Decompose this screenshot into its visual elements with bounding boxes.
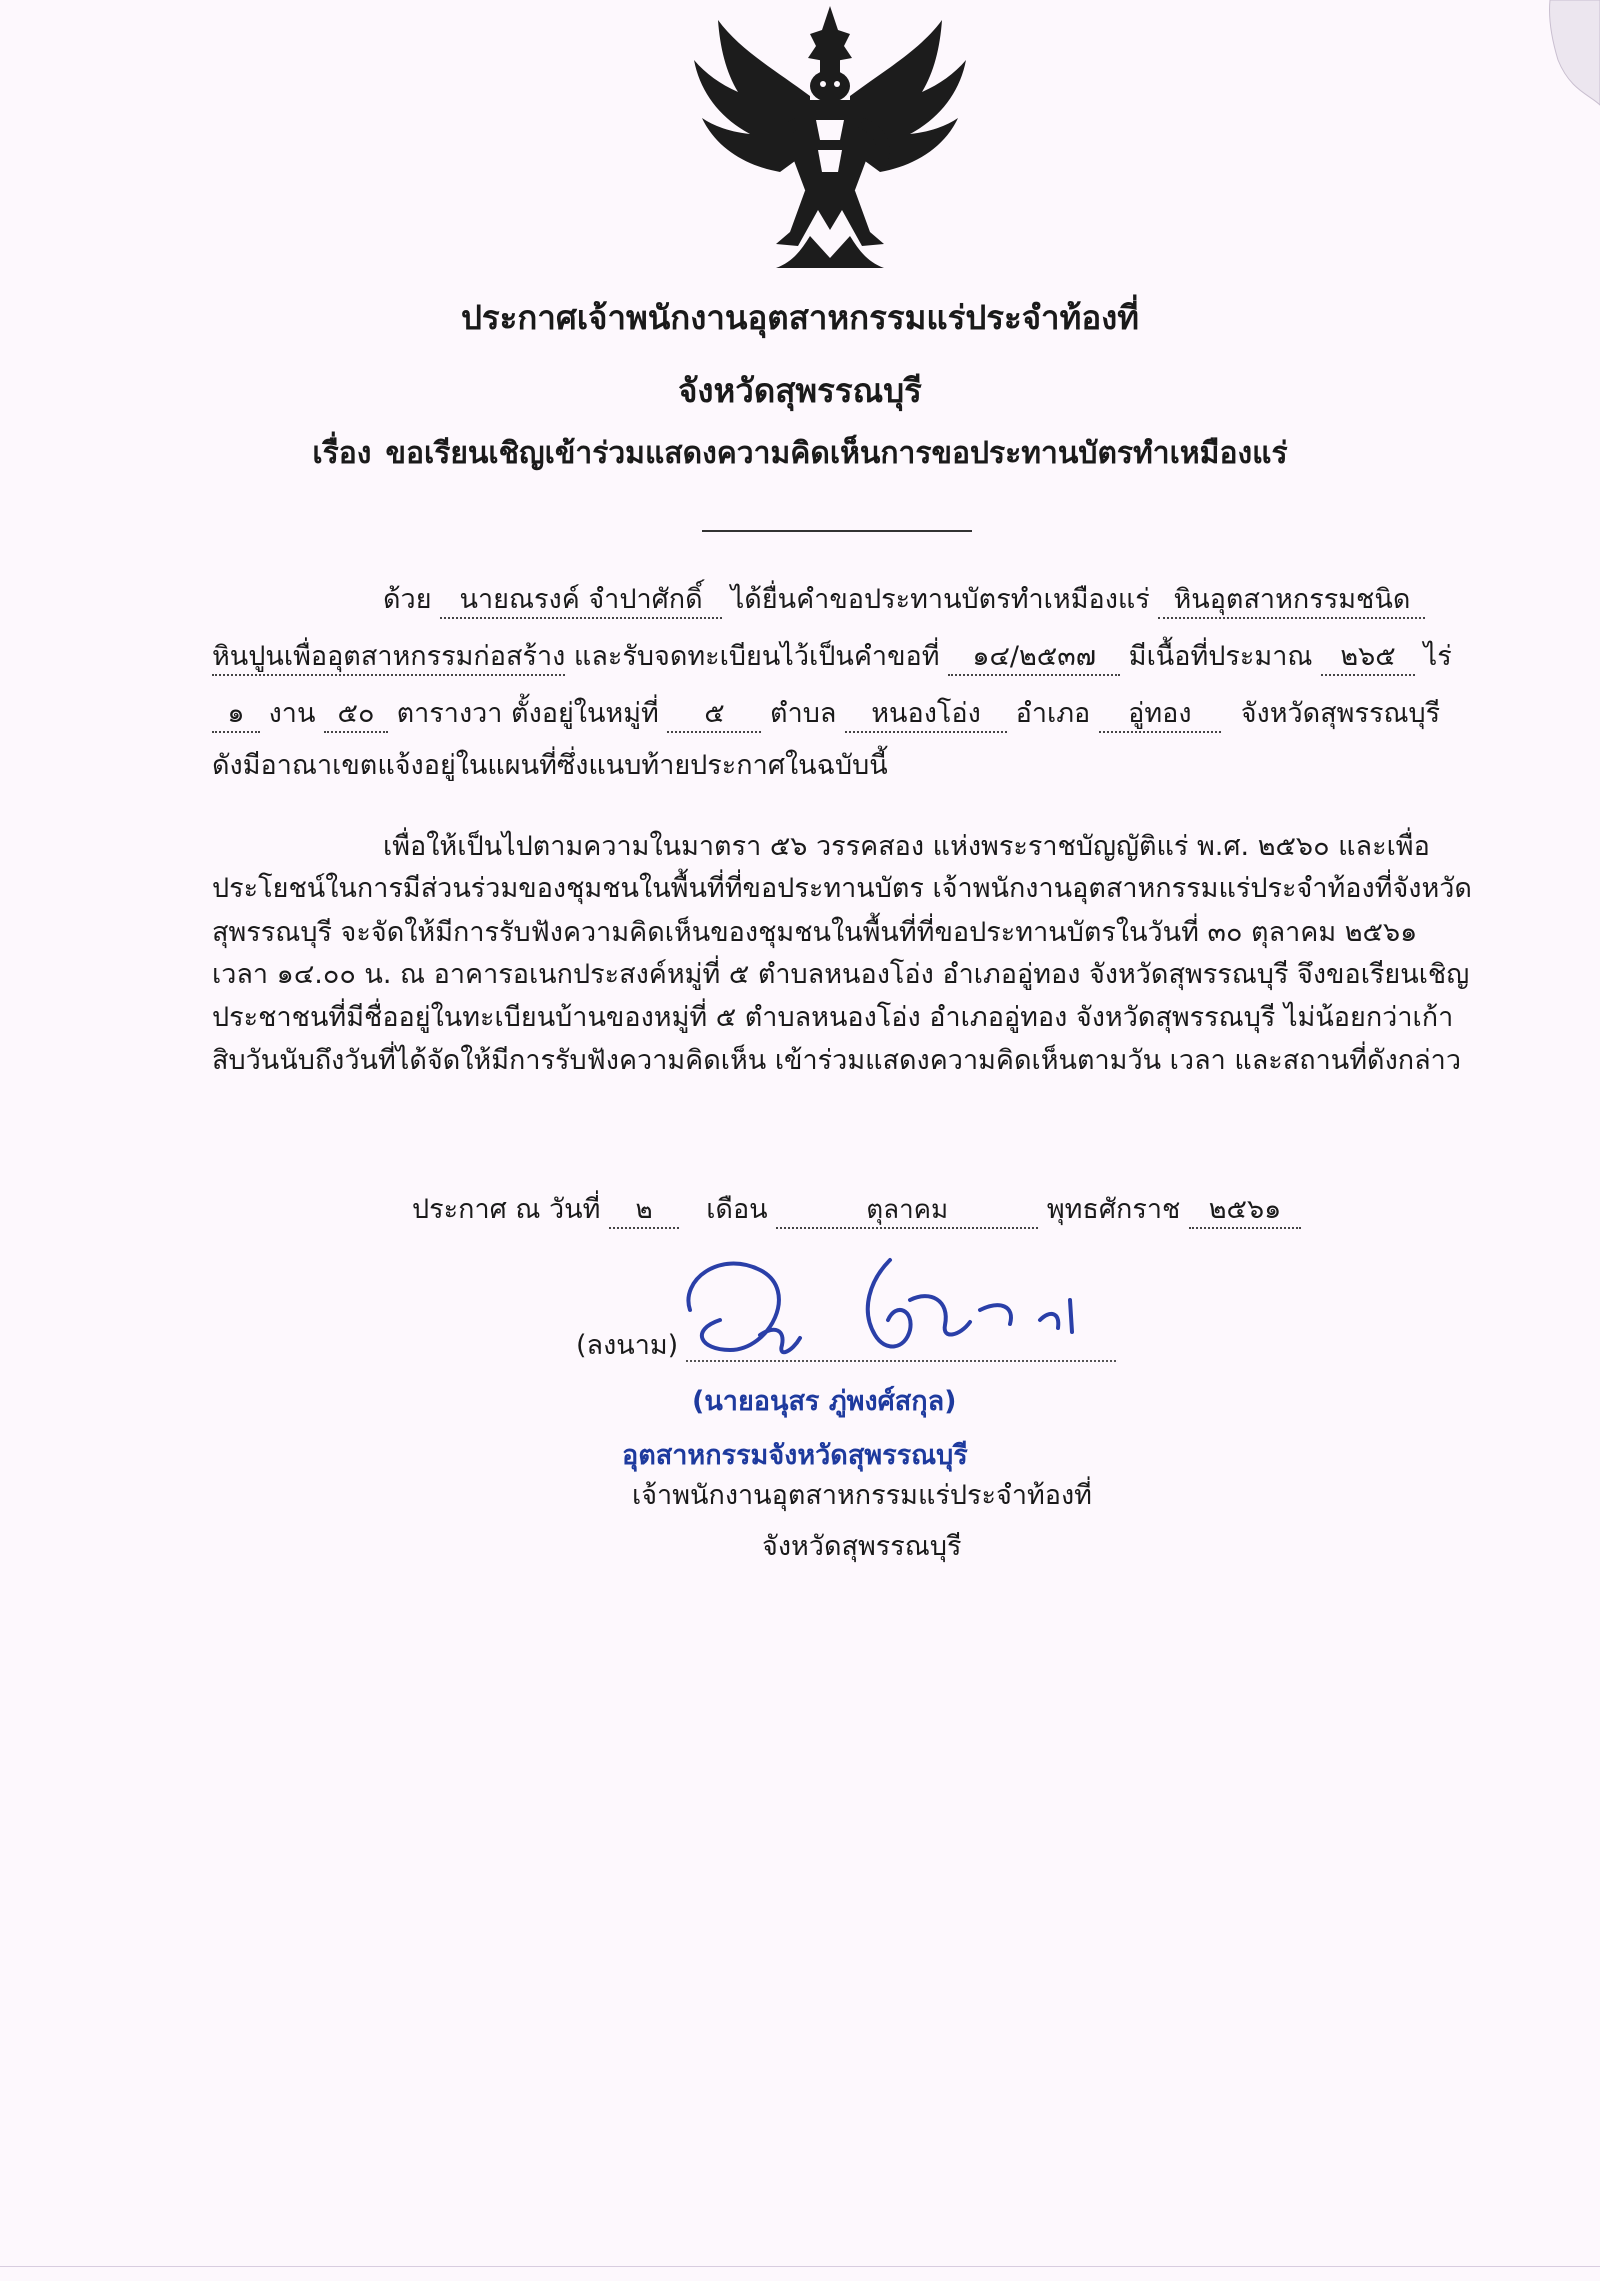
title-line-1: ประกาศเจ้าพนักงานอุตสาหกรรมแร่ประจำท้องที่: [460, 298, 1140, 337]
para1-line-4: ดังมีอาณาเขตแจ้งอยู่ในแผนที่ซึ่งแนบท้ายประกาศในฉบับนี้: [212, 750, 888, 781]
tambon-field: หนองโอ่ง: [845, 697, 1007, 733]
para2-line-6: สิบวันนับถึงวันที่ได้จัดให้มีการรับฟังความคิดเห็น เข้าร่วมแสดงความคิดเห็นตามวัน เวลา และสถานที่ดังกล่าว: [212, 1045, 1461, 1076]
mineral-type-field-a: หินอุตสาหกรรมชนิด: [1158, 583, 1425, 619]
announce-text-3: พุทธศักราช: [1046, 1194, 1181, 1225]
area-rai-field: ๒๖๕: [1321, 640, 1415, 676]
applicant-name-field: นายณรงค์ จำปาศักดิ์: [440, 583, 722, 619]
announce-date-line: [412, 1190, 1301, 1230]
para1-line-3: [212, 694, 1451, 734]
para1-l3-text-2: ตารางวา ตั้งอยู่ในหมู่ที่: [396, 698, 659, 729]
para1-l3-text-4: อำเภอ: [1015, 698, 1091, 729]
signer-position-1: อุตสาหกรรมจังหวัดสุพรรณบุรี: [622, 1440, 968, 1471]
province-field: จังหวัดสุพรรณบุรี: [1240, 698, 1441, 729]
scan-edge: [0, 2266, 1600, 2267]
subject-text: ขอเรียนเชิญเข้าร่วมแสดงความคิดเห็นการขอประทานบัตรทำเหมืองแร่: [385, 436, 1288, 471]
para1-l3-text-1: งาน: [268, 698, 316, 729]
page-fold-icon: [1530, 0, 1600, 110]
signer-name: (นายอนุสร ภู่พงศ์สกุล): [692, 1386, 957, 1417]
para2-line-3: สุพรรณบุรี จะจัดให้มีการรับฟังความคิดเห็นของชุมชนในพื้นที่ที่ขอประทานบัตรในวันที่ ๓๐ ตุลาคม ๒๕๖๑: [212, 917, 1418, 948]
signer-position-2: เจ้าพนักงานอุตสาหกรรมแร่ประจำท้องที่: [632, 1480, 1092, 1511]
signer-position-3: จังหวัดสุพรรณบุรี: [762, 1531, 962, 1562]
announce-text-2: เดือน: [706, 1194, 768, 1225]
announce-text-1: ประกาศ ณ วันที่: [412, 1194, 601, 1225]
garuda-emblem-icon: [680, 0, 980, 272]
para1-l2-text-1: และรับจดทะเบียนไว้เป็นคำขอที่: [573, 641, 940, 672]
para1-l2-text-3: ไร่: [1423, 641, 1452, 672]
sign-label: (ลงนาม): [576, 1330, 679, 1361]
para2-line-5: ประชาชนที่มีชื่ออยู่ในทะเบียนบ้านของหมู่ที่ ๕ ตำบลหนองโอ่ง อำเภออู่ทอง จังหวัดสุพรรณบุรี ไม่น้อยกว่าเก้า: [212, 1002, 1454, 1033]
handwritten-signature-icon: [660, 1240, 1140, 1380]
request-number-field: ๑๔/๒๕๓๗: [948, 640, 1120, 676]
signature-line: [686, 1360, 1116, 1362]
announce-month-field: ตุลาคม: [776, 1193, 1038, 1229]
amphoe-field: อู่ทอง: [1099, 697, 1221, 733]
subject-line: [0, 430, 1600, 477]
para2-line-1: เพื่อให้เป็นไปตามความในมาตรา ๕๖ วรรคสอง แห่งพระราชบัญญัติแร่ พ.ศ. ๒๕๖๐ และเพื่อ: [383, 831, 1430, 862]
para1-line-1: [383, 580, 1425, 620]
para2-line-4: เวลา ๑๔.๐๐ น. ณ อาคารอเนกประสงค์หมู่ที่ ๕ ตำบลหนองโอ่ง อำเภออู่ทอง จังหวัดสุพรรณบุรี จึงขอเรียนเชิญ: [212, 959, 1470, 990]
area-ngan-field: ๑: [212, 697, 260, 733]
subject-label: เรื่อง: [312, 436, 372, 471]
para1-l2-text-2: มีเนื้อที่ประมาณ: [1128, 641, 1313, 672]
announce-year-field: ๒๕๖๑: [1189, 1193, 1301, 1229]
para1-l1-text-1: ด้วย: [383, 584, 432, 615]
moo-field: ๕: [667, 697, 761, 733]
announce-day-field: ๒: [609, 1193, 679, 1229]
para1-l1-text-2: ได้ยื่นคำขอประทานบัตรทำเหมืองแร่: [730, 584, 1150, 615]
area-wa-field: ๕๐: [324, 697, 388, 733]
heading-divider: [702, 530, 972, 532]
para1-l3-text-3: ตำบล: [770, 698, 837, 729]
para2-line-2: ประโยชน์ในการมีส่วนร่วมของชุมชนในพื้นที่ที่ขอประทานบัตร เจ้าพนักงานอุตสาหกรรมแร่ประจำท้องที่จังหวัด: [212, 873, 1472, 904]
mineral-type-field-b: หินปูนเพื่ออุตสาหกรรมก่อสร้าง: [212, 640, 565, 676]
title-line-2: จังหวัดสุพรรณบุรี: [678, 371, 922, 410]
para1-line-2: [212, 637, 1452, 677]
